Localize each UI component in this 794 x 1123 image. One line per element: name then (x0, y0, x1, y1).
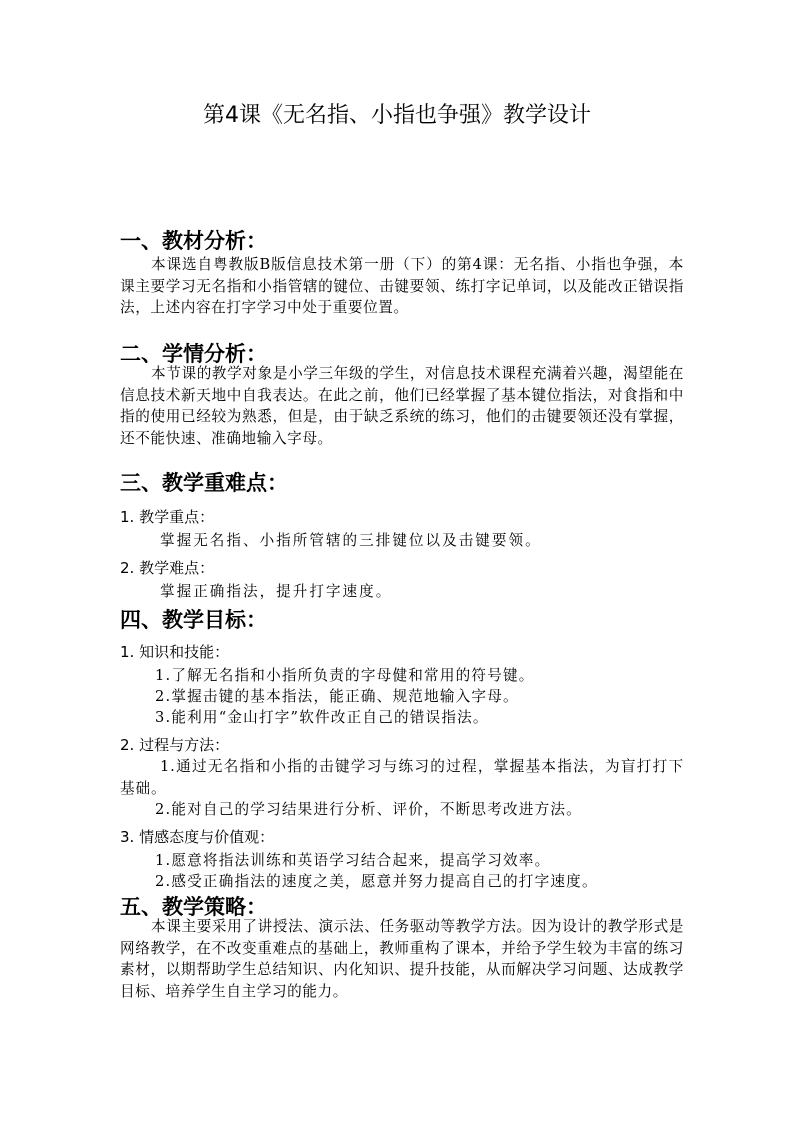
subheading-knowledge-skills: 1. 知识和技能： (120, 643, 230, 661)
subheading-process-method: 2. 过程与方法： (120, 736, 230, 754)
section-heading-learners: 二、学情分析： (120, 342, 267, 366)
subheading-key-point: 1. 教学重点： (120, 508, 215, 526)
list-item: 2.能对自己的学习结果进行分析、评价，不断思考改进方法。 (155, 801, 582, 818)
list-item: 2.感受正确指法的速度之美，愿意并努力提高自己的打字速度。 (155, 873, 598, 890)
subheading-attitude-values: 3. 情感态度与价值观： (120, 828, 275, 846)
difficulty-text: 掌握正确指法，提升打字速度。 (160, 583, 393, 600)
list-item: 1.愿意将指法训练和英语学习结合起来，提高学习效率。 (155, 852, 551, 869)
list-item: 1.了解无名指和小指所负责的字母健和常用的符号键。 (155, 667, 535, 684)
section-paragraph-learners: 本节课的教学对象是小学三年级的学生，对信息技术课程充满着兴趣，渴望能在信息技术新天地中自我表达。在此之前，他们已经掌握了基本键位指法，对食指和中指的使用已经较为熟悉，但是，由于缺乏系统的练习，他们的击键要领还没有掌握，还不能快速、准确地输入字母。 (120, 365, 684, 447)
list-item: 1.通过无名指和小指的击键学习与练习的过程，掌握基本指法，为盲打打下基础。 (120, 758, 684, 797)
document-title: 第4课《无名指、小指也争强》教学设计 (203, 103, 591, 128)
section-heading-materials: 一、教材分析： (120, 229, 267, 253)
section-heading-key-points: 三、教学重难点： (120, 471, 288, 495)
list-item: 2.掌握击键的基本指法，能正确、规范地输入字母。 (155, 688, 519, 705)
subheading-difficulty: 2. 教学难点： (120, 559, 215, 577)
section-heading-objectives: 四、教学目标： (120, 608, 267, 632)
section-heading-strategy: 五、教学策略： (120, 895, 267, 919)
list-item: 3.能利用“金山打字”软件改正自己的错误指法。 (155, 709, 489, 726)
key-point-text: 掌握无名指、小指所管辖的三排键位以及击键要领。 (160, 532, 542, 549)
section-paragraph-strategy: 本课主要采用了讲授法、演示法、任务驱动等教学方法。因为设计的教学形式是网络教学，在不改变重难点的基础上，教师重构了课本，并给予学生较为丰富的练习素材，以期帮助学生总结知识、内化知识、提升技能，从而解决学习问题、达成教学目标、培养学生自主学习的能力。 (120, 918, 684, 1000)
section-paragraph-materials: 本课选自粤教版B版信息技术第一册（下）的第4课：无名指、小指也争强，本课主要学习无名指和小指管辖的键位、击键要领、练打字记单词，以及能改正错误指法，上述内容在打字学习中处于重要位置。 (120, 256, 684, 317)
